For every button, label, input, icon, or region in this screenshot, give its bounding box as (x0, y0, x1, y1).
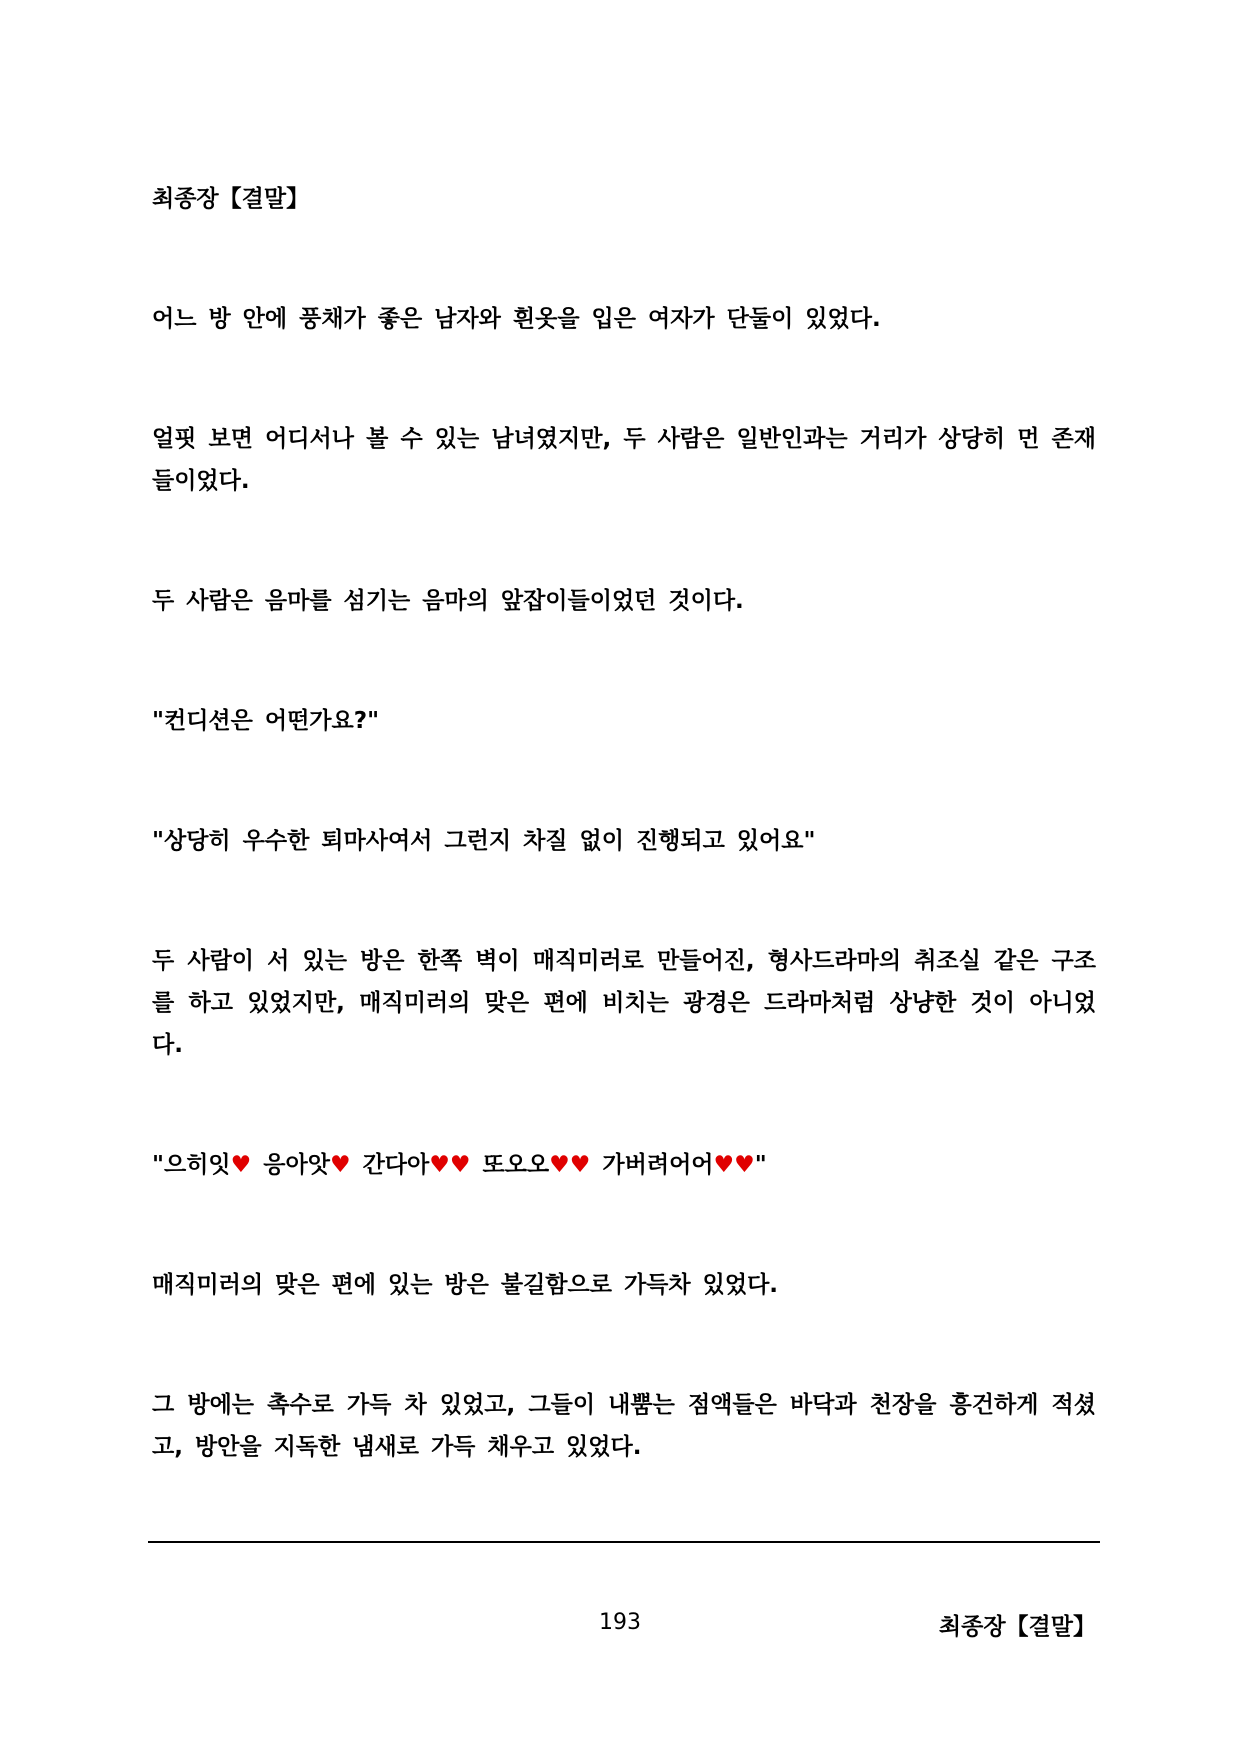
open-quote: " (152, 1152, 164, 1178)
dialogue-moan (152, 1144, 1096, 1186)
moan-part-4: 또오오 (470, 1152, 550, 1178)
moan-part-1: 으히잇 (163, 1152, 231, 1178)
heart-icon: ♥♥ (429, 1152, 471, 1178)
moan-part-3: 간다아 (350, 1152, 430, 1178)
paragraph-2: 얼핏 보면 어디서나 볼 수 있는 남녀였지만, 두 사람은 일반인과는 거리가 상당히 먼 존재들이었다. (152, 426, 1096, 494)
close-quote: " (754, 1152, 767, 1178)
paragraph-3: 두 사람은 음마를 섬기는 음마의 앞잡이들이었던 것이다. (152, 588, 744, 614)
page-number: 193 (599, 1610, 641, 1635)
chapter-title: 최종장【결말】 (152, 186, 310, 212)
moan-part-5: 가버려어어 (590, 1152, 714, 1178)
dialogue-1: "컨디션은 어떤가요?" (152, 708, 380, 734)
heart-icon: ♥♥ (713, 1152, 755, 1178)
footer-divider (148, 1541, 1100, 1543)
paragraph-5: 매직미러의 맞은 편에 있는 방은 불길함으로 가득차 있었다. (152, 1272, 779, 1298)
dialogue-2: "상당히 우수한 퇴마사여서 그런지 차질 없이 진행되고 있어요" (152, 828, 816, 854)
running-title: 최종장【결말】 (938, 1614, 1096, 1640)
heart-icon: ♥ (230, 1152, 252, 1178)
heart-icon: ♥♥ (549, 1152, 591, 1178)
paragraph-6: 그 방에는 촉수로 가득 차 있었고, 그들이 내뿜는 점액들은 바닥과 천장을 흥건하게 적셨고, 방안을 지독한 냄새로 가득 채우고 있었다. (152, 1392, 1096, 1460)
heart-icon: ♥ (329, 1152, 351, 1178)
paragraph-4: 두 사람이 서 있는 방은 한쪽 벽이 매직미러로 만들어진, 형사드라마의 취조실 같은 구조를 하고 있었지만, 매직미러의 맞은 편에 비치는 광경은 드라마처럼 상냥한 것이 아니었다. (152, 948, 1096, 1058)
page-content (152, 178, 1096, 1546)
paragraph-1: 어느 방 안에 풍채가 좋은 남자와 흰옷을 입은 여자가 단둘이 있었다. (152, 306, 881, 332)
moan-part-2: 응아앗 (251, 1152, 330, 1178)
